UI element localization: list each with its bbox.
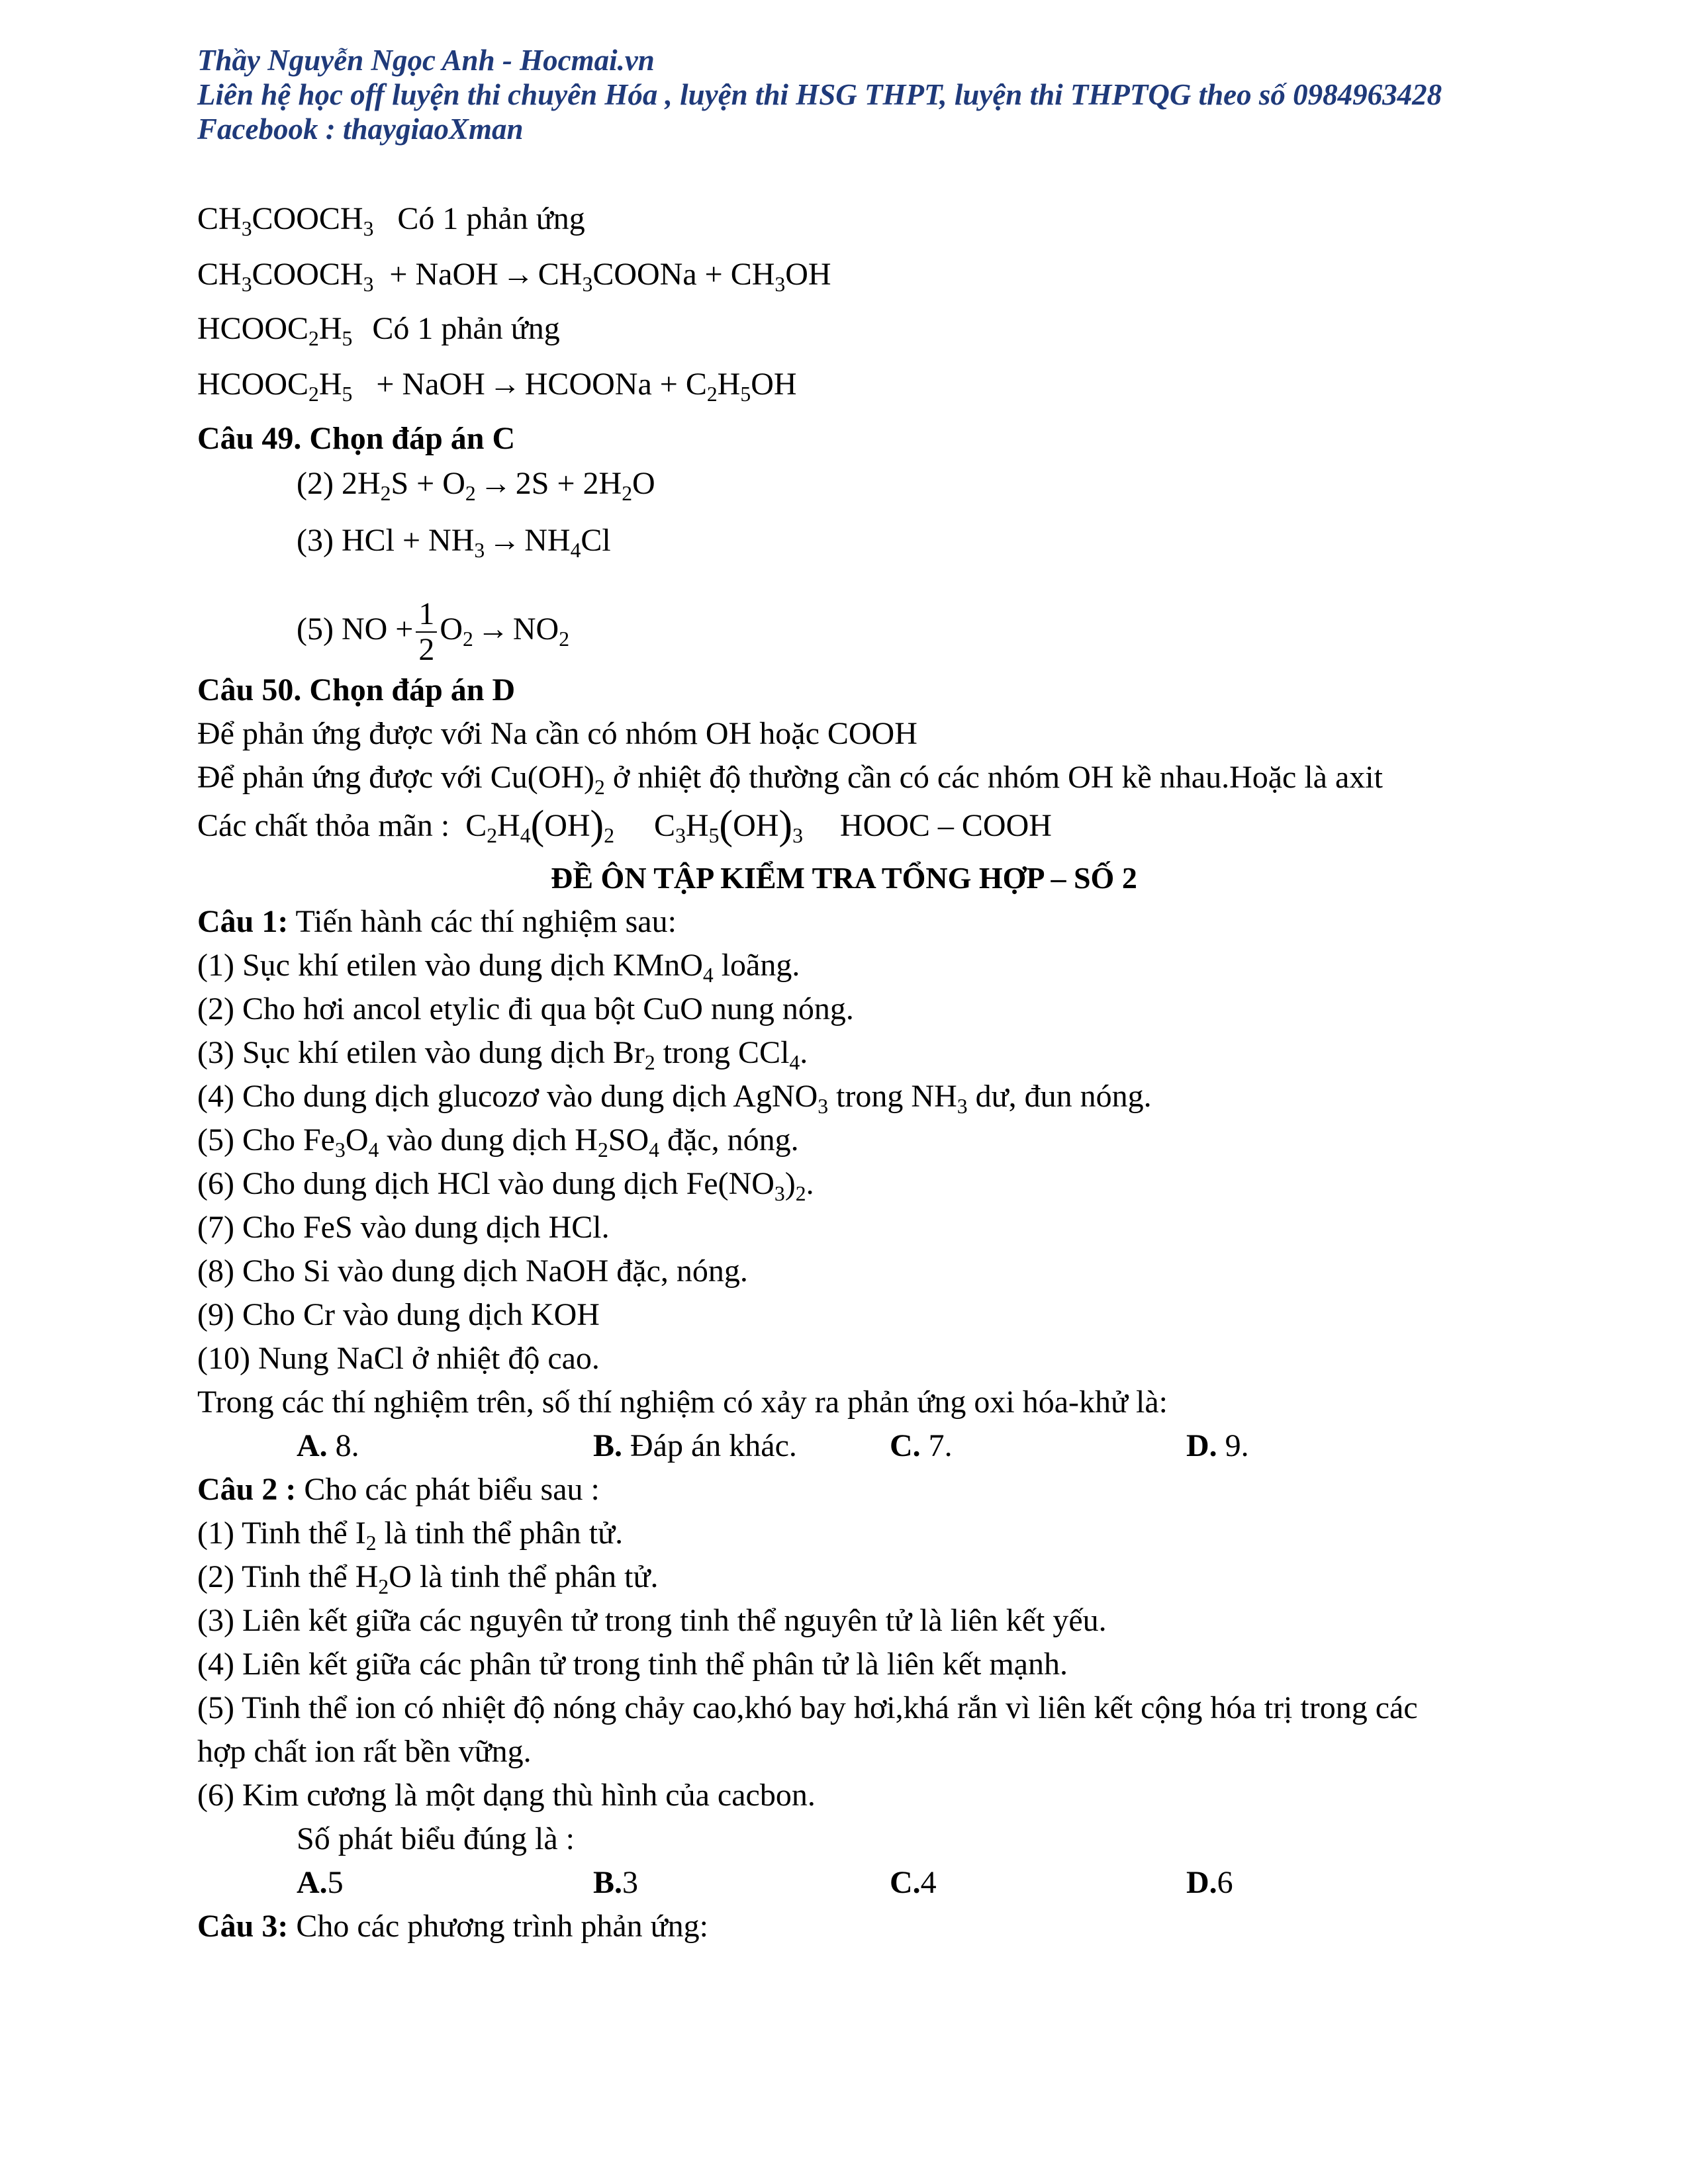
q3-stem-text: Cho các phương trình phản ứng: [288, 1909, 708, 1944]
q50-line1: Để phản ứng được với Na cần có nhóm OH hoặc COOH [197, 716, 917, 751]
q1-item-8: (8) Cho Si vào dung dịch NaOH đặc, nóng. [197, 1253, 748, 1289]
q1-stem [197, 903, 677, 941]
q1-item-5: (5) Cho $Fe_3O_4$ vào dung dịch $H_2SO_4$ đặc, nóng. [197, 1122, 799, 1162]
q1-label: Câu 1: [197, 904, 289, 939]
header-contact: Liên hệ học off luyện thi chuyên Hóa , luyện thi HSG THPT, luyện thi THPTQG theo số 0984963428 [197, 78, 1442, 111]
equation-ch3cooch3-naoh: $CH_3COOCH_3$ + NaOH → $CH_3COONa + CH_3OH$ [197, 257, 831, 296]
q2-statement-5: (5) Tinh thể ion có nhiệt độ nóng chảy cao,khó bay hơi,khá rắn vì liên kết cộng hóa trị trong các [197, 1690, 1418, 1725]
q50-oxalic-acid: HOOC – COOH [839, 808, 1052, 843]
note-one-reaction-2: Có 1 phản ứng [372, 311, 560, 346]
q1-item-4: (4) Cho dung dịch glucozơ vào dung dịch AgNO$_3$ trong $NH_3$ dư, đun nóng. [197, 1079, 1152, 1118]
q2-option-b: B.3 [593, 1865, 639, 1900]
q50-line2-part1: Để phản ứng được với Cu(OH) [197, 760, 595, 795]
q2-option-d: D.6 [1186, 1865, 1233, 1900]
q1-option-a: A. 8. [297, 1428, 359, 1463]
eq-number: (5) [297, 612, 334, 647]
q3-stem [197, 1907, 708, 1946]
q49-equation-2: (2) $2H_2S + O_2 \to 2S + 2H_2O$ [297, 466, 655, 506]
q2-statement-2: (2) Tinh thể $H_2O$ là tinh thể phân tử. [197, 1559, 659, 1599]
formula-hcooc2h5: $HCOOC_2H_5$ Có 1 phản ứng [197, 311, 560, 351]
q1-item-6: (6) Cho dung dịch HCl vào dung dịch $Fe(NO_3)_2$. [197, 1166, 814, 1206]
fraction-one-half: $\frac{1}{2}$ [416, 598, 437, 666]
formula-ch3cooch3: $CH_3COOCH_3$ Có 1 phản ứng [197, 201, 585, 241]
q1-item-2: (2) Cho hơi ancol etylic đi qua bột CuO nung nóng. [197, 991, 854, 1026]
q1-option-b: B. Đáp án khác. [593, 1428, 797, 1463]
eq-number: (2) [297, 466, 334, 501]
q3-label: Câu 3: [197, 1909, 289, 1944]
q2-statement-3: (3) Liên kết giữa các nguyên tử trong tinh thể nguyên tử là liên kết yếu. [197, 1603, 1107, 1638]
q2-statement-5-cont: hợp chất ion rất bền vững. [197, 1734, 532, 1769]
q50-line3-label: Các chất thỏa mãn : [197, 808, 450, 843]
q1-item-1: (1) Sục khí etilen vào dung dịch KMnO$_4$ loãng. [197, 948, 800, 987]
header-author: Thầy Nguyễn Ngọc Anh - Hocmai.vn [197, 44, 655, 77]
q49-title: Câu 49. Chọn đáp án C [197, 421, 516, 456]
q2-stem [197, 1471, 600, 1509]
q1-question: Trong các thí nghiệm trên, số thí nghiệm có xảy ra phản ứng oxi hóa-khử là: [197, 1385, 1168, 1420]
q50-line2: Để phản ứng được với $Cu(OH)_2$ ở nhiệt độ thường cần có các nhóm OH kề nhau.Hoặc là axit [197, 760, 1383, 799]
q2-question: Số phát biểu đúng là : [297, 1821, 575, 1856]
eq-number: (3) [297, 523, 334, 558]
q1-option-c: C. 7. [890, 1428, 953, 1463]
q1-item-3: (3) Sục khí etilen vào dung dịch $Br_2$ trong CCl$_4$. [197, 1035, 808, 1075]
note-one-reaction: Có 1 phản ứng [397, 201, 585, 236]
q50-title: Câu 50. Chọn đáp án D [197, 672, 516, 707]
equation-hcooc2h5-naoh: $HCOOC_2H_5$ + NaOH → HCOONa + $C_2H_5OH$ [197, 367, 797, 406]
q49-equation-3: (3) HCl + $NH_3 \to NH_4Cl$ [297, 523, 611, 563]
q1-option-d: D. 9. [1186, 1428, 1249, 1463]
q1-stem-text: Tiến hành các thí nghiệm sau: [288, 904, 677, 939]
header-facebook: Facebook : thaygiaoXman [197, 113, 524, 146]
q1-item-9: (9) Cho Cr vào dung dịch KOH [197, 1297, 600, 1332]
q1-item-7: (7) Cho FeS vào dung dịch HCl. [197, 1210, 610, 1245]
q2-stem-text: Cho các phát biểu sau : [296, 1472, 600, 1507]
q2-option-a: A.5 [297, 1865, 344, 1900]
q49-equation-5: (5) NO + $\frac{1}{2}$ $O_2 \to NO_2$ [297, 596, 570, 667]
q2-statement-4: (4) Liên kết giữa các phân tử trong tinh thể phân tử là liên kết mạnh. [197, 1647, 1068, 1682]
q2-statement-1: (1) Tinh thể $I_2$ là tinh thể phân tử. [197, 1516, 624, 1555]
section-title: ĐỀ ÔN TẬP KIỂM TRA TỔNG HỢP – SỐ 2 [551, 861, 1137, 895]
q50-line3: Các chất thỏa mãn : $C_2H_4(OH)_2$ $C_3H_5(OH)_3$ HOOC – COOH [197, 803, 1052, 848]
q2-label: Câu 2 : [197, 1472, 297, 1507]
q50-line2-part2: ở nhiệt độ thường cần có các nhóm OH kề nhau.Hoặc là axit [604, 760, 1383, 795]
q1-item-10: (10) Nung NaCl ở nhiệt độ cao. [197, 1341, 600, 1376]
q2-statement-6: (6) Kim cương là một dạng thù hình của cacbon. [197, 1778, 816, 1813]
q2-option-c: C.4 [890, 1865, 937, 1900]
